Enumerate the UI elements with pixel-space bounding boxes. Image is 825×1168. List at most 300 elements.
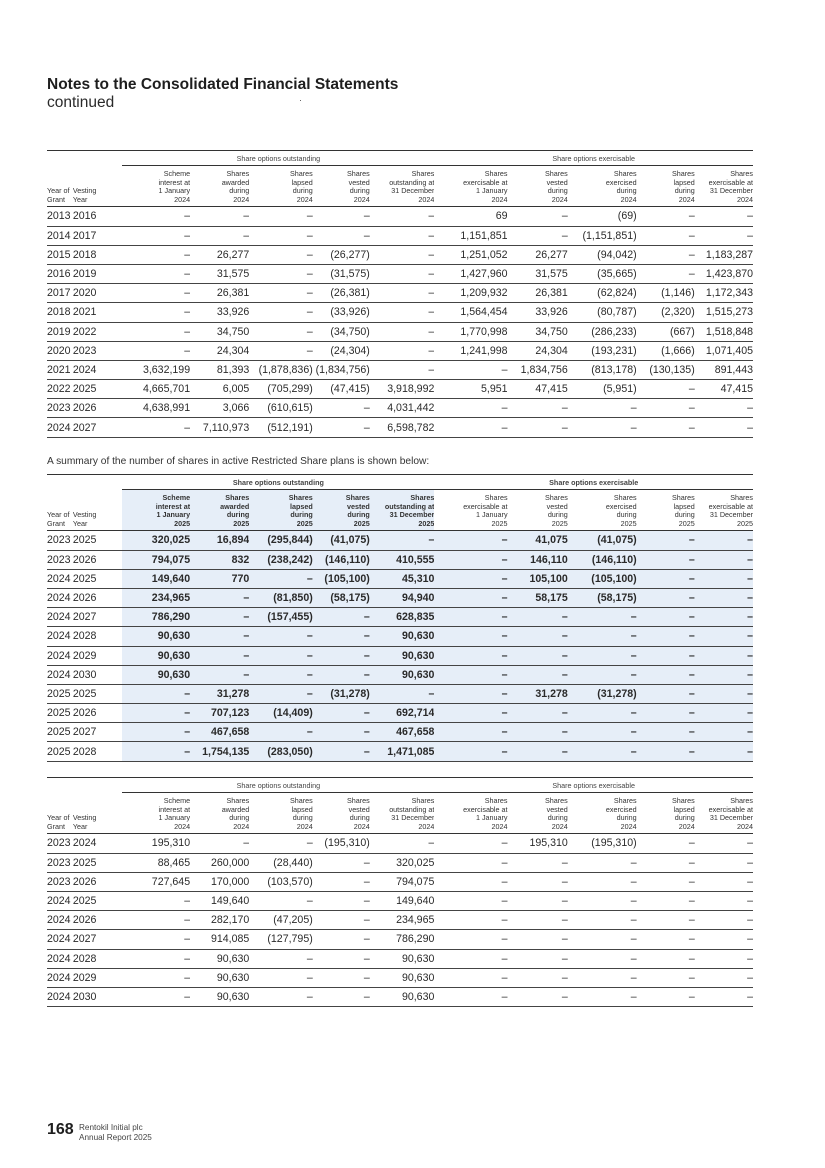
column-header: [313, 490, 370, 531]
column-header: [695, 166, 753, 207]
column-header: [313, 793, 370, 834]
column-header-line: 2024: [491, 821, 508, 831]
column-header: [190, 490, 249, 531]
table-row: [47, 531, 753, 550]
cell-grant-year: 2024: [47, 990, 71, 1003]
column-header-line: 2024: [418, 194, 435, 204]
cell-value: –: [363, 421, 370, 434]
cell-vesting-year: 2020: [72, 287, 97, 300]
group-header-outstanding: Share options outstanding: [122, 778, 434, 793]
column-header-line: 1 January: [158, 186, 191, 196]
cell-value: –: [428, 210, 435, 223]
table-row: [47, 322, 753, 341]
cell-value: 467,658: [370, 723, 435, 742]
cell-vesting-year: 2016: [72, 210, 97, 223]
cell-value: –: [501, 914, 508, 927]
table-row: [47, 264, 753, 283]
table-row: [47, 665, 753, 684]
cell-value: –: [434, 723, 507, 742]
cell-value: –: [428, 344, 435, 357]
cell-value: (1,146): [661, 287, 695, 300]
cell-value: –: [122, 684, 190, 703]
cell-value: –: [313, 627, 370, 646]
cell-grant-year: 2018: [47, 306, 71, 319]
cell-grant-year: 2023: [47, 553, 71, 566]
cell-value: 26,277: [535, 248, 568, 261]
cell-value: –: [306, 268, 313, 281]
cell-value: –: [501, 856, 508, 869]
cell-value: –: [561, 210, 568, 223]
cell-vesting-year: 2028: [72, 745, 97, 758]
cell-value: –: [501, 933, 508, 946]
cell-value: –: [190, 588, 249, 607]
cell-value: 41,075: [508, 531, 568, 550]
column-header-line: Vesting: [72, 510, 97, 520]
cell-value: (34,750): [330, 325, 370, 338]
column-header-line: 1 January: [475, 813, 508, 823]
cell-value: 6,005: [222, 383, 250, 396]
cell-vesting-year: 2021: [72, 306, 97, 319]
table-row: [47, 245, 753, 264]
column-header-line: exercisable at: [463, 501, 508, 511]
column-header-line: 31 December: [709, 186, 753, 196]
cell-value: 33,926: [216, 306, 250, 319]
cell-value: –: [306, 837, 313, 850]
column-header-line: 2024: [620, 821, 637, 831]
cell-value: –: [508, 723, 568, 742]
cell-grant-year: 2024: [47, 649, 71, 662]
cell-value: 1,183,287: [705, 248, 753, 261]
cell-value: (813,178): [591, 363, 637, 376]
cell-value: –: [695, 569, 753, 588]
column-header-line: during: [547, 813, 568, 823]
cell-value: –: [637, 588, 695, 607]
cell-value: –: [243, 210, 250, 223]
column-header-line: 31 December: [391, 813, 435, 823]
cell-value: –: [688, 248, 695, 261]
cell-value: –: [637, 627, 695, 646]
column-header: [47, 793, 73, 834]
column-header-line: during: [292, 186, 313, 196]
cell-value: –: [363, 856, 370, 869]
group-header-exercisable: Share options exercisable: [434, 151, 753, 166]
cell-value: –: [688, 268, 695, 281]
cell-value: –: [501, 421, 508, 434]
cell-value: 24,304: [216, 344, 250, 357]
cell-value: –: [630, 971, 637, 984]
column-header-line: Shares: [484, 169, 508, 178]
cell-value: –: [184, 210, 191, 223]
cell-value: 3,066: [222, 402, 250, 415]
cell-value: –: [561, 914, 568, 927]
cell-value: –: [637, 531, 695, 550]
column-header-line: Shares: [288, 493, 313, 502]
column-header-line: Shares: [345, 493, 370, 502]
cell-value: –: [434, 665, 507, 684]
cell-value: –: [688, 402, 695, 415]
cell-value: 90,630: [122, 665, 190, 684]
column-header: [73, 166, 123, 207]
cell-grant-year: 2013: [47, 210, 71, 223]
cell-value: 149,640: [396, 895, 435, 908]
column-header-line: Shares: [410, 493, 435, 502]
cell-value: –: [184, 229, 191, 242]
column-header-line: interest at: [158, 804, 191, 814]
cell-value: 34,750: [216, 325, 250, 338]
column-header-line: outstanding at: [384, 501, 435, 511]
cell-value: (94,042): [597, 248, 637, 261]
cell-grant-year: 2024: [47, 668, 71, 681]
cell-value: –: [688, 856, 695, 869]
cell-value: (105,100): [313, 569, 370, 588]
cell-value: –: [184, 914, 191, 927]
column-header-line: 2025: [418, 518, 435, 528]
column-header-line: Shares: [411, 796, 435, 805]
cell-value: (31,575): [330, 268, 370, 281]
cell-value: –: [630, 402, 637, 415]
column-header-line: Shares: [289, 169, 313, 178]
cell-value: –: [747, 952, 753, 965]
column-header-line: lapsed: [289, 501, 313, 511]
column-header-line: outstanding at: [389, 177, 435, 187]
cell-value: –: [508, 665, 568, 684]
table-row: [47, 284, 753, 303]
cell-value: –: [122, 704, 190, 723]
cell-value: –: [688, 875, 695, 888]
cell-value: –: [747, 856, 753, 869]
cell-grant-year: 2025: [47, 687, 71, 700]
column-header-line: 2025: [678, 518, 695, 528]
cell-value: 31,278: [190, 684, 249, 703]
column-header: [190, 166, 249, 207]
cell-value: –: [243, 837, 250, 850]
cell-value: –: [434, 627, 507, 646]
cell-value: –: [434, 684, 507, 703]
cell-value: –: [363, 229, 370, 242]
cell-value: –: [184, 933, 191, 946]
column-header-line: exercisable at: [708, 804, 753, 814]
cell-grant-year: 2023: [47, 875, 71, 888]
cell-value: –: [561, 229, 568, 242]
column-header-line: interest at: [158, 177, 191, 187]
cell-value: (193,231): [591, 344, 637, 357]
cell-value: (146,110): [568, 550, 637, 569]
cell-value: –: [249, 627, 312, 646]
cell-value: –: [190, 646, 249, 665]
column-header-line: awarded: [220, 501, 250, 511]
cell-vesting-year: 2026: [72, 402, 97, 415]
column-header-line: 2024: [678, 194, 695, 204]
cell-value: 1,209,932: [460, 287, 508, 300]
column-header: [122, 793, 190, 834]
cell-grant-year: 2023: [47, 837, 71, 850]
cell-grant-year: 2024: [47, 572, 71, 585]
column-header-line: 2024: [296, 821, 313, 831]
cell-value: –: [190, 627, 249, 646]
table-row: [47, 569, 753, 588]
cell-value: (69): [617, 210, 637, 223]
cell-value: –: [637, 684, 695, 703]
cell-value: (58,175): [568, 588, 637, 607]
cell-value: –: [313, 646, 370, 665]
cell-value: 1,770,998: [460, 325, 508, 338]
cell-value: 1,151,851: [460, 229, 508, 242]
cell-value: –: [249, 569, 312, 588]
column-header-line: Shares: [289, 796, 313, 805]
cell-value: (31,278): [568, 684, 637, 703]
column-header-line: 31 December: [709, 813, 753, 823]
column-header: [249, 166, 312, 207]
cell-value: 3,632,199: [142, 363, 191, 376]
column-header-line: Shares: [730, 493, 753, 502]
cell-value: –: [501, 971, 508, 984]
column-header-line: Shares: [347, 169, 370, 178]
column-header-line: lapsed: [291, 804, 313, 814]
cell-value: –: [688, 383, 695, 396]
cell-value: 90,630: [370, 627, 435, 646]
column-header-line: Shares: [671, 796, 695, 805]
cell-value: 794,075: [396, 875, 435, 888]
cell-value: –: [249, 723, 312, 742]
cell-value: –: [630, 421, 637, 434]
cell-value: –: [313, 742, 370, 761]
cell-value: 105,100: [508, 569, 568, 588]
cell-grant-year: 2023: [47, 856, 71, 869]
cell-value: (81,850): [249, 588, 312, 607]
table-row: [47, 911, 753, 930]
cell-value: 69: [495, 210, 508, 223]
cell-vesting-year: 2022: [72, 325, 97, 338]
column-header-line: vested: [347, 501, 370, 511]
cell-value: –: [434, 646, 507, 665]
cell-grant-year: 2024: [47, 933, 71, 946]
column-header: [508, 490, 568, 531]
cell-value: 1,172,343: [705, 287, 753, 300]
cell-grant-year: 2024: [47, 952, 71, 965]
column-header-line: exercised: [605, 177, 637, 187]
table-row: [47, 872, 753, 891]
cell-value: (667): [670, 325, 695, 338]
cell-value: –: [370, 684, 435, 703]
cell-grant-year: 2015: [47, 248, 71, 261]
cell-value: –: [688, 914, 695, 927]
cell-vesting-year: 2027: [72, 726, 97, 739]
cell-value: –: [501, 837, 508, 850]
cell-grant-year: 2017: [47, 287, 71, 300]
column-header-line: Shares: [411, 169, 435, 178]
cell-value: –: [434, 550, 507, 569]
cell-value: –: [501, 895, 508, 908]
cell-value: –: [637, 704, 695, 723]
cell-value: (31,278): [313, 684, 370, 703]
cell-value: 1,241,998: [460, 344, 508, 357]
cell-value: (195,310): [324, 837, 370, 850]
cell-value: –: [508, 704, 568, 723]
cell-value: –: [508, 627, 568, 646]
cell-vesting-year: 2026: [72, 875, 97, 888]
cell-value: –: [313, 704, 370, 723]
cell-vesting-year: 2023: [72, 344, 97, 357]
column-header: [508, 793, 568, 834]
cell-value: –: [630, 914, 637, 927]
cell-value: (512,191): [267, 421, 313, 434]
cell-value: 4,665,701: [142, 383, 191, 396]
cell-value: –: [184, 895, 191, 908]
cell-value: –: [561, 971, 568, 984]
cell-value: 6,598,782: [387, 421, 435, 434]
cell-value: (41,075): [568, 531, 637, 550]
cell-vesting-year: 2026: [72, 914, 97, 927]
cell-grant-year: 2023: [47, 534, 71, 547]
cell-value: –: [249, 665, 312, 684]
column-header-line: Year of: [47, 186, 70, 196]
cell-value: –: [370, 531, 435, 550]
column-header: [434, 793, 507, 834]
cell-value: –: [313, 723, 370, 742]
table-row: [47, 742, 753, 761]
cell-value: 47,415: [535, 383, 568, 396]
cell-value: 90,630: [370, 646, 435, 665]
column-header-line: during: [229, 813, 250, 823]
cell-value: (26,277): [330, 248, 370, 261]
cell-value: 26,381: [216, 287, 250, 300]
column-header-line: 2025: [296, 518, 313, 528]
cell-value: (103,570): [267, 875, 313, 888]
page-subtitle: continued: [47, 94, 115, 111]
cell-value: (610,615): [267, 402, 313, 415]
cell-value: –: [747, 990, 753, 1003]
cell-value: –: [122, 723, 190, 742]
cell-value: –: [434, 531, 507, 550]
column-header-line: 2024: [418, 821, 435, 831]
cell-value: –: [747, 933, 753, 946]
column-header-line: exercisable at: [708, 177, 753, 187]
cell-value: 31,575: [216, 268, 250, 281]
column-header: [695, 793, 753, 834]
cell-value: –: [508, 742, 568, 761]
column-header-line: 2024: [678, 821, 695, 831]
cell-value: –: [568, 627, 637, 646]
cell-value: –: [122, 742, 190, 761]
cell-value: 5,951: [481, 383, 508, 396]
cell-value: –: [363, 933, 370, 946]
column-header: [370, 793, 435, 834]
cell-value: –: [747, 837, 753, 850]
cell-value: –: [688, 837, 695, 850]
column-header-line: 2024: [174, 194, 191, 204]
table-row: [47, 930, 753, 949]
cell-value: –: [630, 952, 637, 965]
column-header-line: Shares: [730, 796, 753, 805]
cell-value: 1,834,756: [520, 363, 568, 376]
cell-value: 786,290: [396, 933, 435, 946]
cell-grant-year: 2021: [47, 363, 71, 376]
column-header-line: 2024: [174, 821, 191, 831]
cell-value: 1,251,052: [460, 248, 508, 261]
cell-value: 31,575: [535, 268, 568, 281]
column-header-line: during: [292, 813, 313, 823]
cell-value: –: [190, 665, 249, 684]
report-name: Annual Report 2025: [79, 1133, 152, 1142]
cell-value: 7,110,973: [202, 421, 250, 434]
cell-value: 1,427,960: [460, 268, 508, 281]
cell-vesting-year: 2028: [72, 952, 97, 965]
cell-value: 47,415: [720, 383, 753, 396]
cell-vesting-year: 2030: [72, 668, 97, 681]
cell-value: (28,440): [273, 856, 313, 869]
cell-value: –: [434, 569, 507, 588]
cell-value: 1,754,135: [190, 742, 249, 761]
column-header-line: Shares: [545, 796, 568, 805]
cell-value: –: [568, 704, 637, 723]
cell-value: 33,926: [535, 306, 568, 319]
cell-value: –: [501, 952, 508, 965]
cell-value: –: [695, 646, 753, 665]
cell-value: –: [428, 268, 435, 281]
cell-value: –: [637, 608, 695, 627]
column-header: [190, 793, 249, 834]
cell-value: –: [637, 569, 695, 588]
column-header-line: during: [349, 186, 370, 196]
cell-value: –: [561, 952, 568, 965]
cell-value: –: [561, 875, 568, 888]
column-header-line: Scheme: [163, 796, 191, 805]
cell-value: –: [190, 608, 249, 627]
cell-value: (130,135): [649, 363, 695, 376]
cell-value: –: [428, 837, 435, 850]
column-header: [249, 490, 312, 531]
cell-value: –: [695, 550, 753, 569]
column-header-line: Shares: [671, 493, 695, 502]
cell-value: –: [561, 402, 568, 415]
cell-value: 90,630: [216, 990, 250, 1003]
column-header-line: during: [547, 186, 568, 196]
column-header-line: during: [347, 510, 370, 520]
cell-value: (58,175): [313, 588, 370, 607]
cell-value: –: [184, 287, 191, 300]
cell-vesting-year: 2024: [72, 837, 97, 850]
cell-value: –: [637, 646, 695, 665]
column-header-line: exercisable at: [708, 501, 753, 511]
cell-value: –: [637, 742, 695, 761]
cell-grant-year: 2025: [47, 726, 71, 739]
table-row: [47, 550, 753, 569]
cell-value: –: [363, 402, 370, 415]
column-header-line: exercised: [605, 804, 637, 814]
cell-vesting-year: 2024: [72, 363, 97, 376]
cell-value: –: [568, 608, 637, 627]
cell-value: 260,000: [210, 856, 250, 869]
cell-grant-year: 2024: [47, 895, 71, 908]
column-header-line: 1 January: [156, 510, 191, 520]
cell-value: 1,471,085: [370, 742, 435, 761]
cell-value: –: [306, 895, 313, 908]
cell-value: (146,110): [313, 550, 370, 569]
cell-value: (295,844): [249, 531, 312, 550]
cell-value: –: [243, 229, 250, 242]
cell-value: 90,630: [216, 952, 250, 965]
cell-value: 320,025: [396, 856, 435, 869]
column-header-line: interest at: [155, 501, 191, 511]
column-header-line: 2025: [353, 518, 370, 528]
column-header: [434, 490, 507, 531]
cell-value: (283,050): [249, 742, 312, 761]
column-header-line: 1 January: [475, 510, 508, 520]
column-header-line: 31 December: [389, 510, 435, 520]
cell-value: 24,304: [535, 344, 568, 357]
cell-value: –: [428, 248, 435, 261]
stray-dot: [300, 100, 301, 101]
